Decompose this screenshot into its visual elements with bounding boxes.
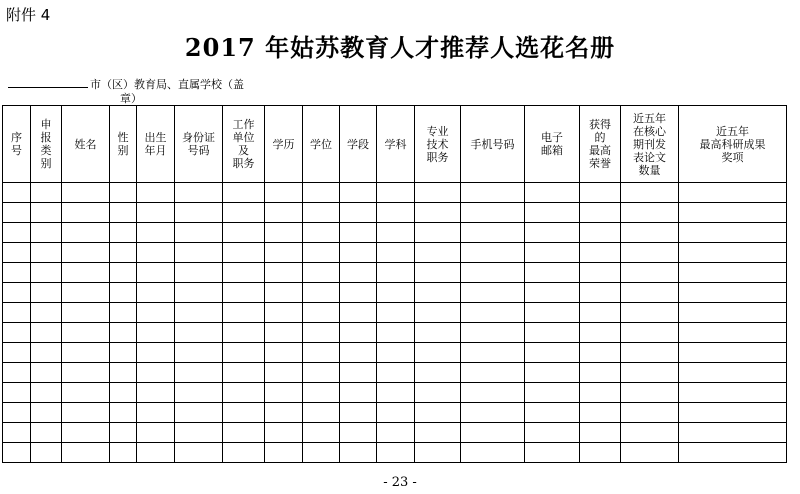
table-cell [265,263,303,283]
table-cell [175,383,223,403]
table-cell [340,443,377,463]
unit-line-continuation: 章） [120,92,142,105]
roster-table [2,105,787,463]
table-cell [340,243,377,263]
table-cell [110,183,137,203]
table-cell [175,263,223,283]
table-cell [3,263,31,283]
table-cell [415,183,461,203]
table-cell [461,363,525,383]
table-cell [175,443,223,463]
table-cell [415,443,461,463]
table-cell [377,223,415,243]
table-cell [303,423,340,443]
table-cell [461,303,525,323]
table-cell [175,283,223,303]
table-cell [3,283,31,303]
table-cell [415,203,461,223]
table-cell [137,383,175,403]
table-cell [31,343,62,363]
col-header-professional-title: 专业 技术 职务 [415,106,461,183]
table-cell [377,423,415,443]
table-cell [137,263,175,283]
table-cell [223,303,265,323]
col-header-serial-number: 序 号 [3,106,31,183]
table-cell [679,243,787,263]
table-cell [340,323,377,343]
table-cell [340,383,377,403]
table-cell [265,443,303,463]
unit-line-text: 市（区）教育局、直属学校（盖 [90,78,244,91]
table-cell [137,283,175,303]
table-row [3,423,787,443]
table-cell [679,363,787,383]
table-cell [223,423,265,443]
table-cell [580,283,621,303]
table-cell [3,203,31,223]
table-cell [3,343,31,363]
table-cell [580,203,621,223]
table-cell [621,443,679,463]
table-cell [3,363,31,383]
table-cell [223,283,265,303]
table-header-row [3,106,787,183]
table-cell [525,283,580,303]
table-cell [415,223,461,243]
table-cell [31,363,62,383]
table-cell [110,403,137,423]
table-cell [3,223,31,243]
table-cell [62,203,110,223]
table-cell [525,263,580,283]
table-cell [377,363,415,383]
table-cell [461,263,525,283]
table-row [3,303,787,323]
table-cell [31,443,62,463]
table-cell [62,263,110,283]
table-cell [525,343,580,363]
table-cell [415,363,461,383]
table-cell [137,203,175,223]
col-header-application-category: 申 报 类 别 [31,106,62,183]
table-cell [31,403,62,423]
table-cell [175,403,223,423]
table-row [3,183,787,203]
table-cell [580,383,621,403]
table-cell [621,343,679,363]
table-cell [461,423,525,443]
table-cell [303,343,340,363]
table-cell [3,443,31,463]
table-cell [110,343,137,363]
table-cell [580,303,621,323]
table-cell [110,323,137,343]
table-cell [461,323,525,343]
table-cell [265,303,303,323]
table-cell [415,243,461,263]
col-header-highest-honor: 获得 的 最高 荣誉 [580,106,621,183]
table-cell [31,423,62,443]
table-cell [137,443,175,463]
table-cell [175,343,223,363]
table-row [3,243,787,263]
table-row [3,323,787,343]
table-cell [679,343,787,363]
table-cell [137,303,175,323]
table-cell [110,303,137,323]
table-cell [377,243,415,263]
table-cell [31,263,62,283]
col-header-workplace-position: 工作 单位 及 职务 [223,106,265,183]
table-cell [461,343,525,363]
table-cell [62,303,110,323]
table-row [3,403,787,423]
col-header-school-level: 学段 [340,106,377,183]
table-cell [621,383,679,403]
table-cell [340,283,377,303]
table-cell [175,423,223,443]
table-cell [340,423,377,443]
table-cell [62,383,110,403]
attachment-label: 附件 4 [6,6,51,24]
table-cell [137,223,175,243]
table-cell [340,343,377,363]
table-cell [303,403,340,423]
table-cell [110,223,137,243]
table-cell [461,243,525,263]
table-cell [377,303,415,323]
table-cell [3,423,31,443]
table-cell [303,443,340,463]
table-cell [679,383,787,403]
roster-body [3,183,787,463]
table-cell [377,443,415,463]
table-cell [223,323,265,343]
table-cell [31,223,62,243]
table-cell [525,403,580,423]
table-cell [377,283,415,303]
table-cell [175,183,223,203]
table-cell [303,223,340,243]
table-cell [110,423,137,443]
table-cell [175,323,223,343]
table-cell [621,283,679,303]
table-cell [137,323,175,343]
table-cell [62,323,110,343]
table-cell [679,203,787,223]
table-cell [525,363,580,383]
table-cell [175,203,223,223]
table-cell [580,423,621,443]
table-cell [31,203,62,223]
table-row [3,263,787,283]
table-cell [223,183,265,203]
table-cell [223,403,265,423]
table-cell [580,243,621,263]
table-cell [461,403,525,423]
table-cell [525,203,580,223]
table-cell [340,203,377,223]
table-cell [110,203,137,223]
table-cell [265,243,303,263]
table-cell [110,263,137,283]
table-cell [580,443,621,463]
table-cell [265,283,303,303]
table-cell [461,223,525,243]
col-header-core-journal-papers: 近五年 在核心 期刊发 表论文 数量 [621,106,679,183]
table-cell [580,263,621,283]
table-cell [415,283,461,303]
table-cell [265,183,303,203]
table-cell [3,183,31,203]
table-row [3,343,787,363]
unit-name-blank [8,76,88,88]
col-header-mobile-number: 手机号码 [461,106,525,183]
table-cell [377,183,415,203]
table-cell [461,383,525,403]
table-cell [62,443,110,463]
table-cell [340,183,377,203]
table-cell [223,383,265,403]
table-cell [679,263,787,283]
table-cell [137,343,175,363]
table-row [3,283,787,303]
table-cell [137,403,175,423]
table-cell [303,263,340,283]
table-cell [679,283,787,303]
table-cell [679,443,787,463]
col-header-gender: 性 别 [110,106,137,183]
table-row [3,363,787,383]
table-cell [621,303,679,323]
table-cell [525,443,580,463]
table-row [3,203,787,223]
table-cell [265,383,303,403]
table-row [3,383,787,403]
table-cell [175,243,223,263]
table-cell [223,443,265,463]
table-cell [679,423,787,443]
table-cell [679,303,787,323]
col-header-id-number: 身份证 号码 [175,106,223,183]
table-cell [621,203,679,223]
table-cell [303,243,340,263]
table-cell [621,183,679,203]
table-cell [415,383,461,403]
table-cell [265,343,303,363]
table-cell [110,363,137,383]
table-cell [580,183,621,203]
table-cell [580,323,621,343]
table-cell [137,423,175,443]
table-row [3,223,787,243]
table-cell [62,243,110,263]
table-cell [3,323,31,343]
table-cell [223,343,265,363]
table-cell [62,423,110,443]
table-cell [110,443,137,463]
table-cell [377,403,415,423]
table-cell [621,423,679,443]
table-cell [461,183,525,203]
table-cell [3,243,31,263]
table-cell [679,183,787,203]
table-cell [265,363,303,383]
table-cell [377,323,415,343]
table-cell [303,363,340,383]
table-cell [175,303,223,323]
table-cell [223,263,265,283]
table-cell [223,243,265,263]
table-cell [223,203,265,223]
table-cell [110,283,137,303]
table-cell [303,323,340,343]
table-cell [3,303,31,323]
table-cell [175,223,223,243]
table-cell [580,403,621,423]
table-cell [525,323,580,343]
table-cell [265,203,303,223]
table-cell [525,303,580,323]
table-cell [415,303,461,323]
col-header-degree: 学位 [303,106,340,183]
table-cell [303,203,340,223]
table-cell [303,303,340,323]
document-title: 2017 年姑苏教育人才推荐人选花名册 [184,33,616,62]
table-cell [415,323,461,343]
table-cell [137,363,175,383]
table-cell [31,303,62,323]
table-cell [621,263,679,283]
table-cell [461,283,525,303]
table-cell [62,343,110,363]
col-header-education: 学历 [265,106,303,183]
table-cell [340,403,377,423]
table-row [3,443,787,463]
table-cell [621,403,679,423]
table-cell [580,223,621,243]
table-cell [265,223,303,243]
table-cell [377,383,415,403]
table-cell [525,423,580,443]
table-cell [415,403,461,423]
table-cell [679,323,787,343]
col-header-name: 姓名 [62,106,110,183]
table-cell [303,283,340,303]
table-cell [62,283,110,303]
table-cell [679,403,787,423]
table-cell [31,183,62,203]
table-cell [415,263,461,283]
table-cell [580,343,621,363]
table-cell [62,403,110,423]
table-cell [580,363,621,383]
table-cell [340,303,377,323]
table-cell [3,403,31,423]
table-cell [303,183,340,203]
table-cell [62,223,110,243]
table-cell [137,243,175,263]
table-cell [3,383,31,403]
table-cell [415,423,461,443]
table-cell [265,423,303,443]
table-cell [525,383,580,403]
table-cell [525,183,580,203]
table-cell [461,443,525,463]
table-cell [110,383,137,403]
table-cell [137,183,175,203]
table-cell [377,343,415,363]
table-cell [621,223,679,243]
table-cell [525,223,580,243]
col-header-research-award: 近五年 最高科研成果 奖项 [679,106,787,183]
table-cell [340,263,377,283]
table-cell [461,203,525,223]
table-cell [265,323,303,343]
table-cell [377,263,415,283]
submitting-unit-line [8,76,244,106]
table-cell [377,203,415,223]
col-header-subject: 学科 [377,106,415,183]
table-cell [621,243,679,263]
table-cell [265,403,303,423]
table-cell [110,243,137,263]
col-header-birth-date: 出生 年月 [137,106,175,183]
col-header-email: 电子 邮箱 [525,106,580,183]
table-cell [223,363,265,383]
table-cell [415,343,461,363]
page-number: - 23 - [383,475,417,490]
table-cell [621,363,679,383]
table-cell [679,223,787,243]
table-cell [31,283,62,303]
table-cell [340,363,377,383]
table-cell [340,223,377,243]
table-cell [621,323,679,343]
table-cell [31,323,62,343]
table-cell [303,383,340,403]
table-cell [175,363,223,383]
table-cell [62,363,110,383]
table-cell [62,183,110,203]
table-cell [31,383,62,403]
table-cell [223,223,265,243]
table-cell [525,243,580,263]
table-cell [31,243,62,263]
